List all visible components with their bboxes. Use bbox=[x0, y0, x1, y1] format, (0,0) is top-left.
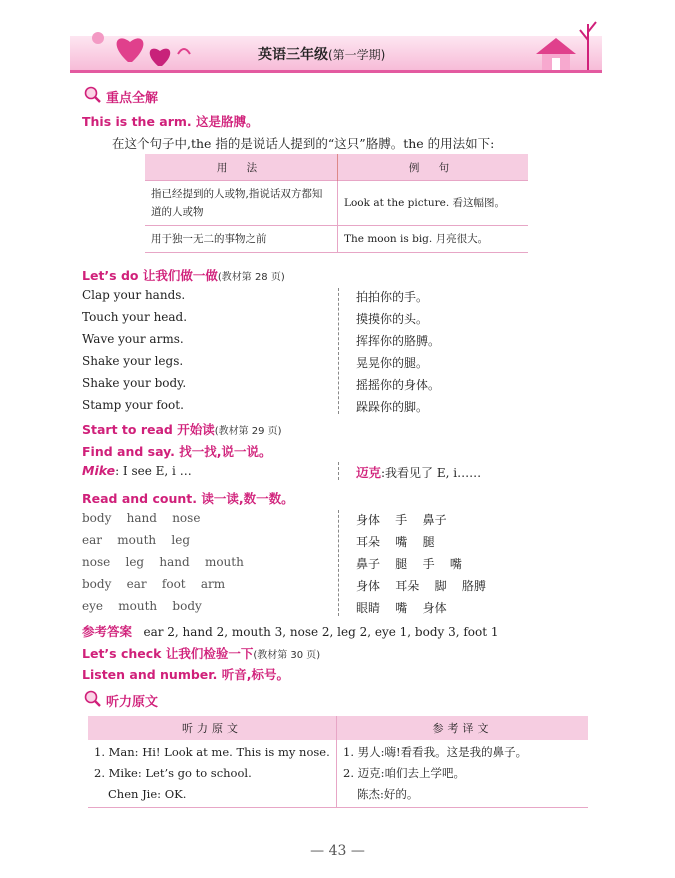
list-item: Stamp your foot. bbox=[82, 398, 184, 412]
listening-header: 听力原文 bbox=[88, 716, 337, 740]
table-row bbox=[88, 740, 588, 808]
section-title-listening: 听力原文 bbox=[106, 695, 159, 710]
translation-cell: 1. 男人:嗨!看看我。这是我的鼻子。 2. 迈克:咱们去上学吧。 陈杰:好的。 bbox=[343, 745, 528, 801]
word-row: 鼻子 腿 手 嘴 bbox=[356, 557, 462, 571]
list-item: Shake your legs. bbox=[82, 354, 184, 368]
usage-header: 用 法 bbox=[145, 154, 338, 181]
column-divider bbox=[338, 462, 339, 480]
hearts-decoration-icon bbox=[78, 24, 198, 72]
word-row: 身体 手 鼻子 bbox=[356, 513, 447, 527]
listen-and-number-title: Listen and number. 听音,标号。 bbox=[82, 667, 290, 682]
list-item: 拍拍你的手。 bbox=[356, 290, 429, 304]
list-item: Touch your head. bbox=[82, 310, 188, 324]
translation-header: 参考译文 bbox=[337, 716, 589, 740]
lets-do-title: Let’s do 让我们做一做(教材第 28 页) bbox=[82, 268, 285, 283]
example-cell: The moon is big. 月亮很大。 bbox=[338, 226, 529, 253]
list-item: Shake your body. bbox=[82, 376, 187, 390]
header-title: 英语三年级(第一学期) bbox=[258, 47, 386, 63]
word-row: 耳朵 嘴 腿 bbox=[356, 535, 435, 549]
word-row: eye mouth body bbox=[82, 599, 202, 613]
table-row bbox=[145, 226, 528, 253]
house-decoration-icon bbox=[526, 14, 606, 72]
word-row: ear mouth leg bbox=[82, 533, 191, 547]
read-and-count-title: Read and count. 读一读,数一数。 bbox=[82, 491, 294, 506]
dialogue-zh: 迈克:我看见了 E, i…… bbox=[356, 465, 482, 480]
usage-table bbox=[145, 154, 528, 253]
list-item: 跺跺你的脚。 bbox=[356, 400, 429, 414]
key-sentence: This is the arm. 这是胳膊。 bbox=[82, 114, 259, 129]
list-item: 摸摸你的头。 bbox=[356, 312, 429, 326]
list-item: 挥挥你的胳膊。 bbox=[356, 334, 441, 348]
section-title-key-points: 重点全解 bbox=[106, 91, 159, 106]
listening-table bbox=[88, 716, 588, 808]
dialogue-en: Mike: I see E, i … bbox=[82, 463, 192, 478]
start-to-read-title: Start to read 开始读(教材第 29 页) bbox=[82, 422, 282, 437]
explanation-text: 在这个句子中,the 指的是说话人提到的“这只”胳膊。the 的用法如下: bbox=[112, 136, 495, 151]
list-item: Clap your hands. bbox=[82, 288, 186, 302]
word-row: body ear foot arm bbox=[82, 577, 226, 591]
word-row: body hand nose bbox=[82, 511, 201, 525]
magnifier-icon bbox=[84, 690, 102, 708]
example-header: 例 句 bbox=[338, 154, 529, 181]
magnifier-icon bbox=[84, 86, 102, 104]
answer-line: 参考答案 ear 2, hand 2, mouth 3, nose 2, leg 2, eye 1, body 3, foot 1 bbox=[82, 624, 499, 639]
table-row bbox=[145, 181, 528, 226]
example-cell: Look at the picture. 看这幅图。 bbox=[338, 181, 529, 226]
word-row: 身体 耳朵 脚 胳膊 bbox=[356, 579, 486, 593]
column-divider bbox=[338, 510, 339, 616]
word-row: nose leg hand mouth bbox=[82, 555, 244, 569]
page-number: — 43 — bbox=[310, 843, 365, 859]
word-row: 眼睛 嘴 身体 bbox=[356, 601, 447, 615]
usage-cell: 指已经提到的人或物,指说话双方都知道的人或物 bbox=[145, 181, 338, 226]
list-item: Wave your arms. bbox=[82, 332, 184, 346]
find-and-say-title: Find and say. 找一找,说一说。 bbox=[82, 444, 272, 459]
column-divider bbox=[338, 288, 339, 414]
list-item: 摇摇你的身体。 bbox=[356, 378, 441, 392]
list-item: 晃晃你的腿。 bbox=[356, 356, 429, 370]
lets-check-title: Let’s check 让我们检验一下(教材第 30 页) bbox=[82, 646, 321, 661]
usage-cell: 用于独一无二的事物之前 bbox=[145, 226, 338, 253]
listening-cell: 1. Man: Hi! Look at me. This is my nose. 2. Mike: Let’s go to school. Chen Jie: OK. bbox=[88, 740, 337, 808]
header-rule bbox=[70, 70, 602, 73]
